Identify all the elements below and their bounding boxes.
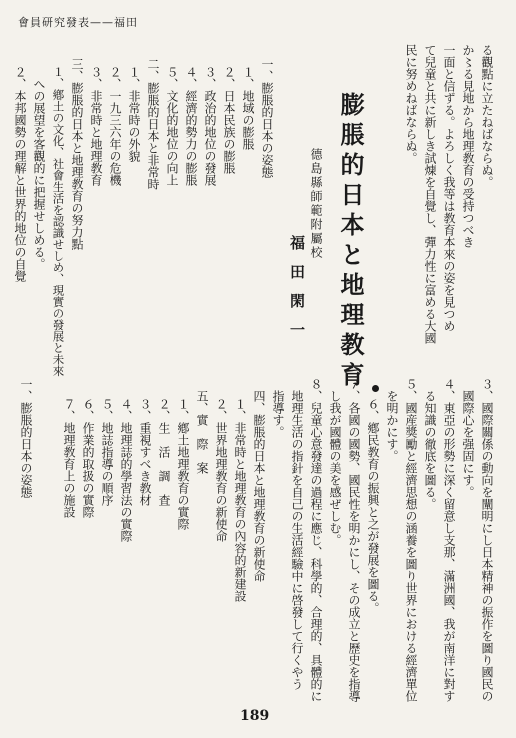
outline-lower-13: 四、膨脹的日本と地理教育の新使命: [252, 390, 266, 582]
outline-lower-21: ５、地誌指導の順序: [100, 398, 114, 506]
intro-line-2: か〻る見地から地理教育の受持つべき: [461, 44, 475, 248]
outline-lower-11: 地理生活の指針を自己の生活經驗中に啓發して行くやう: [290, 390, 304, 690]
outline-upper-11: 三、膨脹的日本と地理教育の努力點: [70, 58, 84, 250]
intro-line-5: 民に努めねばならぬ。: [404, 44, 418, 164]
intro-line-4: て兒童と共に新しき試煉を自覺し、彈力性に富める大國: [423, 44, 437, 344]
outline-lower-14: １、非常時と地理教育の內容的新建設: [233, 398, 247, 602]
outline-lower-3: ４、東亞の形勢に深く留意し支那、滿洲國、我が南洋に對す: [442, 378, 456, 702]
intro-line-1: る觀點に立たねばならぬ。: [480, 44, 494, 188]
outline-lower-23: ７、地理教育上の施設: [62, 398, 76, 518]
outline-upper-13: への展望を客觀的に把握せしめる。: [32, 78, 46, 270]
outline-lower-18: ２、生 活 調 査: [157, 398, 171, 506]
outline-lower-24: 一、膨脹的日本の姿態: [19, 378, 33, 498]
bullet-mark: [372, 385, 379, 392]
outline-upper-4: ３、政治的地位の發展: [203, 66, 217, 186]
outline-lower-4: る知識の徹底を圖る。: [423, 390, 437, 510]
outline-lower-1: ３、國際關係の動向を闡明にし日本精神の振作を圖り國民の: [480, 378, 494, 702]
outline-upper-9: ２、一九三六年の危機: [108, 66, 122, 186]
outline-lower-9: し我が國體の美を感ぜしむ。: [328, 390, 342, 546]
outline-upper-10: ３、非常時と地理教育: [89, 66, 103, 186]
author-name: 福田閑一: [288, 235, 306, 351]
outline-lower-7: ６、鄕民教育の振興と之が發展を圖る。: [366, 398, 380, 614]
running-header: 會員研究發表——福田: [18, 16, 138, 29]
outline-lower-10: ８、兒童心意發達の過程に應じ、科學的、合理的、具體的に: [309, 378, 323, 702]
outline-upper-5: ４、經濟的勢力の膨脹: [184, 66, 198, 186]
author-institution: 德島縣師範附屬校: [309, 148, 323, 260]
outline-lower-16: 五、實 際 案: [195, 390, 209, 474]
outline-lower-6: を明かにす。: [385, 390, 399, 462]
outline-lower-2: 國際心を强固にす。: [461, 390, 475, 498]
outline-upper-14: ２、本邦國勢の理解と世界的地位の自覺: [13, 66, 27, 282]
page-number: 189: [240, 708, 270, 724]
intro-line-3: 一面と信ずる。よろしく我等は教育本來の姿を見つめ: [442, 44, 456, 332]
outline-lower-19: ３、重視すべき教材: [138, 398, 152, 506]
outline-lower-15: ２、世界地理教育の新使命: [214, 398, 228, 542]
outline-upper-7: 二、膨脹的日本と非常時: [146, 58, 160, 190]
outline-upper-12: １、鄕土の文化、社會生活を認識せしめ、現實の發展と未來: [51, 66, 66, 377]
outline-upper-2: １、地域の膨脹: [241, 66, 255, 150]
outline-lower-12: 指導す。: [271, 390, 285, 438]
outline-upper-1: 一、膨脹的日本の姿態: [260, 58, 274, 178]
outline-upper-3: ２、日本民族の膨脹: [222, 66, 236, 174]
outline-lower-8: ７、各國の國勢、國民性を明かにし、その成立と歷史を指導: [347, 378, 361, 702]
article-title: 膨脹的日本と地理教育: [336, 92, 365, 392]
outline-lower-22: ６、作業的取扱の實際: [81, 398, 95, 518]
outline-lower-20: ４、地理誌的學習法の實際: [119, 398, 133, 542]
outline-lower-5: ５、國産獎勵と經濟思想の涵養を圖り世界における經濟單位: [404, 378, 418, 702]
outline-upper-8: １、非常時の外貌: [127, 66, 141, 162]
outline-upper-6: ５、文化的地位の向上: [165, 66, 179, 186]
outline-lower-17: １、鄕土地理教育の實際: [176, 398, 190, 530]
